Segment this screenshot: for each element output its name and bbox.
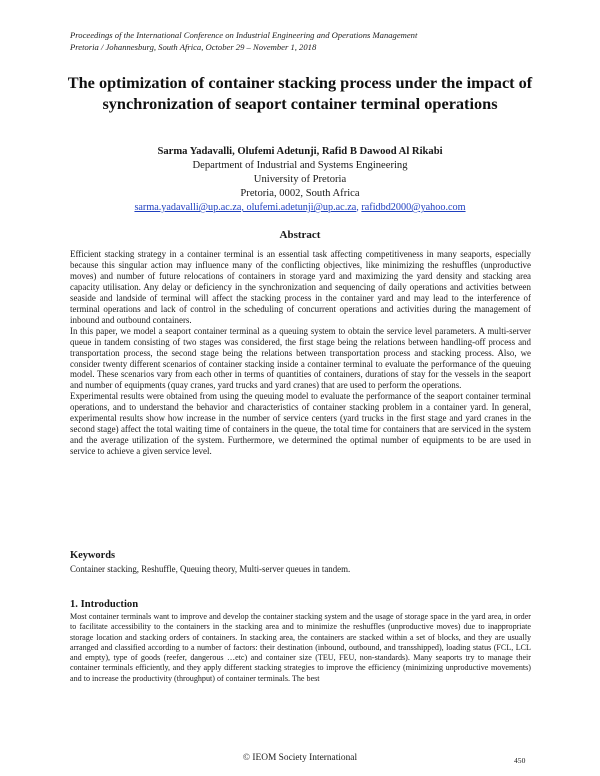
keywords-heading: Keywords [70,550,116,561]
paper-title: The optimization of container stacking process under the impact of synchronization of seaport container terminal operations [67,73,533,113]
copyright-footer: © IEOM Society International [242,753,358,763]
author-emails: sarma.yadavalli@up.ac.za, olufemi.adetunji@up.ac.za, rafidbd2000@yahoo.com [134,202,466,213]
proceedings-line-1: Proceedings of the International Conference on Industrial Engineering and Operations Management [70,30,418,40]
affiliation-university: University of Pretoria [253,174,347,185]
page-number: 450 [514,756,526,765]
abstract-paragraph: Efficient stacking strategy in a container terminal is an essential task affecting competitiveness in many seaports, especially because this singular action may influence many of the conflicting objectives, like minimizing the reshuffles (unproductive moves) and number of future relocations of containers in storage yard and maximizing the yard density and stacking area capacity utilisation. Any delay or deficiency in the synchronization and sequencing of daily operations and activities between seaside and landside of terminal will affect the stacking process in the container yard and may lead to the interference of terminal operations and lack of control in the scheduling of concurrent operations and activities during the management of inbound and outbound containers. [70,249,531,325]
affiliation-department: Department of Industrial and Systems Engineering [192,160,408,171]
proceedings-header [70,30,540,53]
affiliation-address: Pretoria, 0002, South Africa [240,188,360,199]
proceedings-line-2: Pretoria / Johannesburg, South Africa, October 29 – November 1, 2018 [70,41,317,52]
email-link-primary[interactable]: sarma.yadavalli@up.ac.za, olufemi.adetunji@up.ac.za [134,202,357,213]
email-link-secondary[interactable]: rafidbd2000@yahoo.com [361,202,466,213]
introduction-paragraph: Most container terminals want to improve and develop the container stacking system and the usage of storage space in the yard area, in order to facilitate accessibility to the containers in the stacking area and to minimize the reshuffles (unproductive moves) due to inappropriate storage location and stacking orders of containers. In stacking area, the containers are stacked within a set of blocks, and they are usually arranged and classified according to a number of factors: their destination (inbound, outbound, and transshipped), loading status (FCL, LCL and empty), type of goods (reefer, dangerous …etc) and container size (TEU, FEU, non-standards). Many seaports try to manage their container terminals efficiently, and they apply different stacking strategies to improve the efficiency (minimizing unproductive movements) and to increase the productivity (throughput) of container terminals. The best [70,612,531,683]
author-list: Sarma Yadavalli, Olufemi Adetunji, Rafid B Dawood Al Rikabi [157,146,443,157]
keywords-text: Container stacking, Reshuffle, Queuing theory, Multi-server queues in tandem. [70,564,351,574]
abstract-body [70,249,531,457]
introduction-heading: 1. Introduction [70,599,139,610]
abstract-paragraph: In this paper, we model a seaport container terminal as a queuing system to obtain the service level parameters. A multi-server queue in tandem consisting of two stages was considered, the first stage being the relations between handling-off process and transportation process, the second stage being the relations between transportation process and stacking process. Also, we consider twenty different scenarios of container stacking inside a container terminal to evaluate the performance of the queuing model. These scenarios vary from each other in terms of quantities of containers, durations of stay for the vessels in the seaport and number of equipments (quay cranes, yard trucks and yard cranes) that are used to perform the operations. [70,325,531,391]
abstract-paragraph: Experimental results were obtained from using the queuing model to evaluate the performance of the seaport container terminal operations, and to understand the behavior and characteristics of container stacking problem in a container yard. In general, experimental results show how increase in the number of service centers (yard trucks in the first stage and yard cranes in the second stage) affect the total waiting time of containers in the queue, the total time for containers that are serviced in the system and the average utilization of the system. Furthermore, we determined the optimal number of equipments to be are used in service to achieve a given service level. [70,391,531,457]
introduction-body [70,612,531,684]
abstract-heading: Abstract [279,229,321,241]
